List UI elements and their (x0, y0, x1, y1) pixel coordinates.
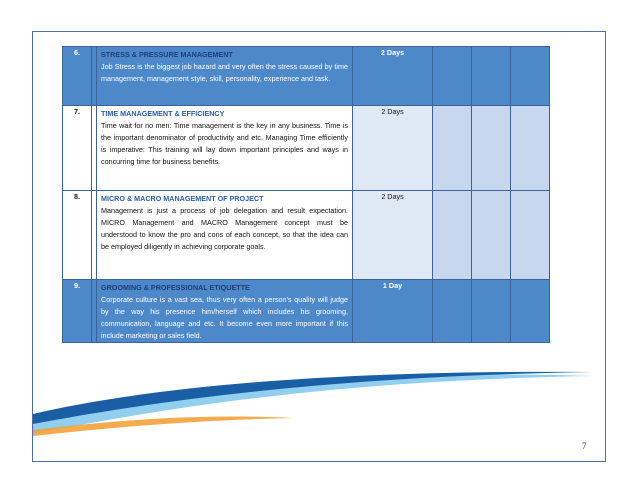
empty-cell (511, 106, 550, 191)
course-duration: 2 Days (353, 191, 433, 280)
row-number: 9. (63, 280, 92, 343)
page-number: 7 (582, 441, 587, 451)
course-duration: 2 Days (353, 106, 433, 191)
empty-cell (472, 280, 511, 343)
course-description: Corporate culture is a vast sea, thus very often a person’s quality will judge by the way his presence him/herself which includes his grooming, communication, language and etc. It become even more important if this include marketing or sales field. (101, 295, 348, 340)
training-table (62, 46, 550, 343)
empty-cell (433, 280, 472, 343)
empty-cell (472, 106, 511, 191)
decorative-swoosh (33, 370, 605, 440)
course-cell (97, 47, 353, 106)
course-title: GROOMING & PROFESSIONAL ETIQUETTE (101, 283, 250, 292)
course-duration: 1 Day (353, 280, 433, 343)
course-cell (97, 280, 353, 343)
row-number: 7. (63, 106, 92, 191)
empty-cell (511, 191, 550, 280)
course-duration: 2 Days (353, 47, 433, 106)
table-row (63, 280, 550, 343)
empty-cell (472, 47, 511, 106)
course-title: STRESS & PRESSURE MANAGEMENT (101, 50, 233, 59)
empty-cell (511, 280, 550, 343)
empty-cell (433, 47, 472, 106)
course-description: Job Stress is the biggest job hazard and very often the stress caused by time management, management style, skill, personality, experience and task. (101, 62, 348, 83)
course-title: MICRO & MACRO MANAGEMENT OF PROJECT (101, 194, 264, 203)
row-number: 8. (63, 191, 92, 280)
course-title: TIME MANAGEMENT & EFFICIENCY (101, 109, 225, 118)
empty-cell (433, 191, 472, 280)
empty-cell (472, 191, 511, 280)
row-number: 6. (63, 47, 92, 106)
course-cell (97, 191, 353, 280)
course-description: Management is just a process of job delegation and result expectation. MICRO Management and MACRO Management concept must be understood to know the pro and cons of each concept, so that the idea can be employed diligently in achieving corporate goals. (101, 206, 348, 251)
course-description: Time wait for no men: Time management is the key in any business. Time is the important denominator of productivity and etc. Managing Time efficiently is imperative: This training will lay down important principles and ways in concurring time for business benefits. (101, 121, 348, 166)
table-row (63, 47, 550, 106)
table-row (63, 106, 550, 191)
course-cell (97, 106, 353, 191)
table-row (63, 191, 550, 280)
empty-cell (511, 47, 550, 106)
empty-cell (433, 106, 472, 191)
